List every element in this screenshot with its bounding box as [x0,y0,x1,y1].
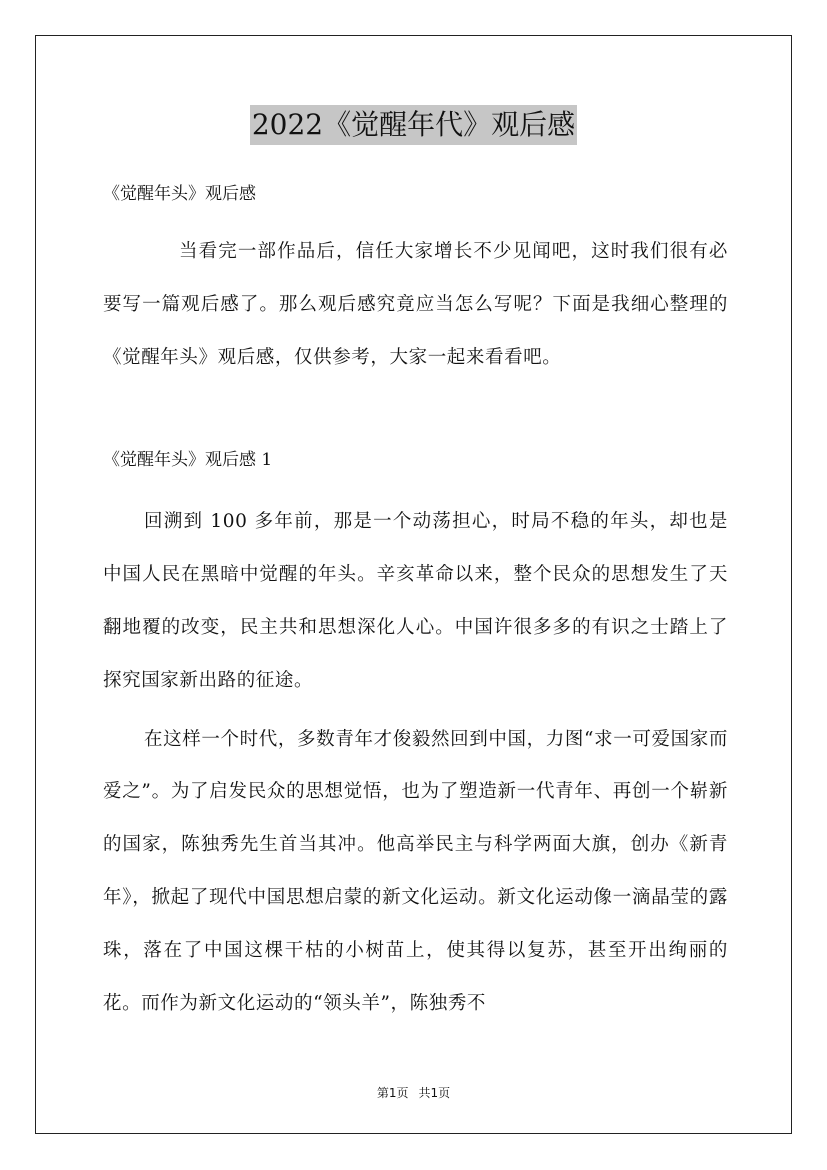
document-title [0,104,827,145]
document-title-text: 2022《觉醒年代》观后感 [250,105,577,145]
section-heading-1: 《觉醒年头》观后感 1 [103,450,273,471]
section-heading: 《觉醒年头》观后感 [103,184,256,204]
body-paragraph-1: 回溯到 100 多年前，那是一个动荡担心，时局不稳的年头，却也是中国人民在黑暗中觉醒的年头。辛亥革命以来，整个民众的思想发生了天翻地覆的改变，民主共和思想深化人心。中国许很多多的有识之士踏上了探究国家新出路的征途。 [103,511,728,691]
intro-paragraph: 当看完一部作品后，信任大家增长不少见闻吧，这时我们很有必要写一篇观后感了。那么观后感究竟应当怎么写呢？下面是我细心整理的《觉醒年头》观后感，仅供参考，大家一起来看看吧。 [103,241,728,368]
body-paragraph-2: 在这样一个时代，多数青年才俊毅然回到中国，力图“求一可爱国家而爱之”。为了启发民众的思想觉悟，也为了塑造新一代青年、再创一个崭新的国家，陈独秀先生首当其冲。他高举民主与科学两面大旗，创办《新青年》，掀起了现代中国思想启蒙的新文化运动。新文化运动像一滴晶莹的露珠，落在了中国这棵干枯的小树苗上，使其得以复苏，甚至开出绚丽的花。而作为新文化运动的“领头羊”，陈独秀不 [103,728,728,1014]
document-body [103,172,728,1030]
page-number: 第1页 [376,1086,409,1100]
page-total: 共1页 [418,1086,451,1100]
page-footer [0,1084,827,1102]
